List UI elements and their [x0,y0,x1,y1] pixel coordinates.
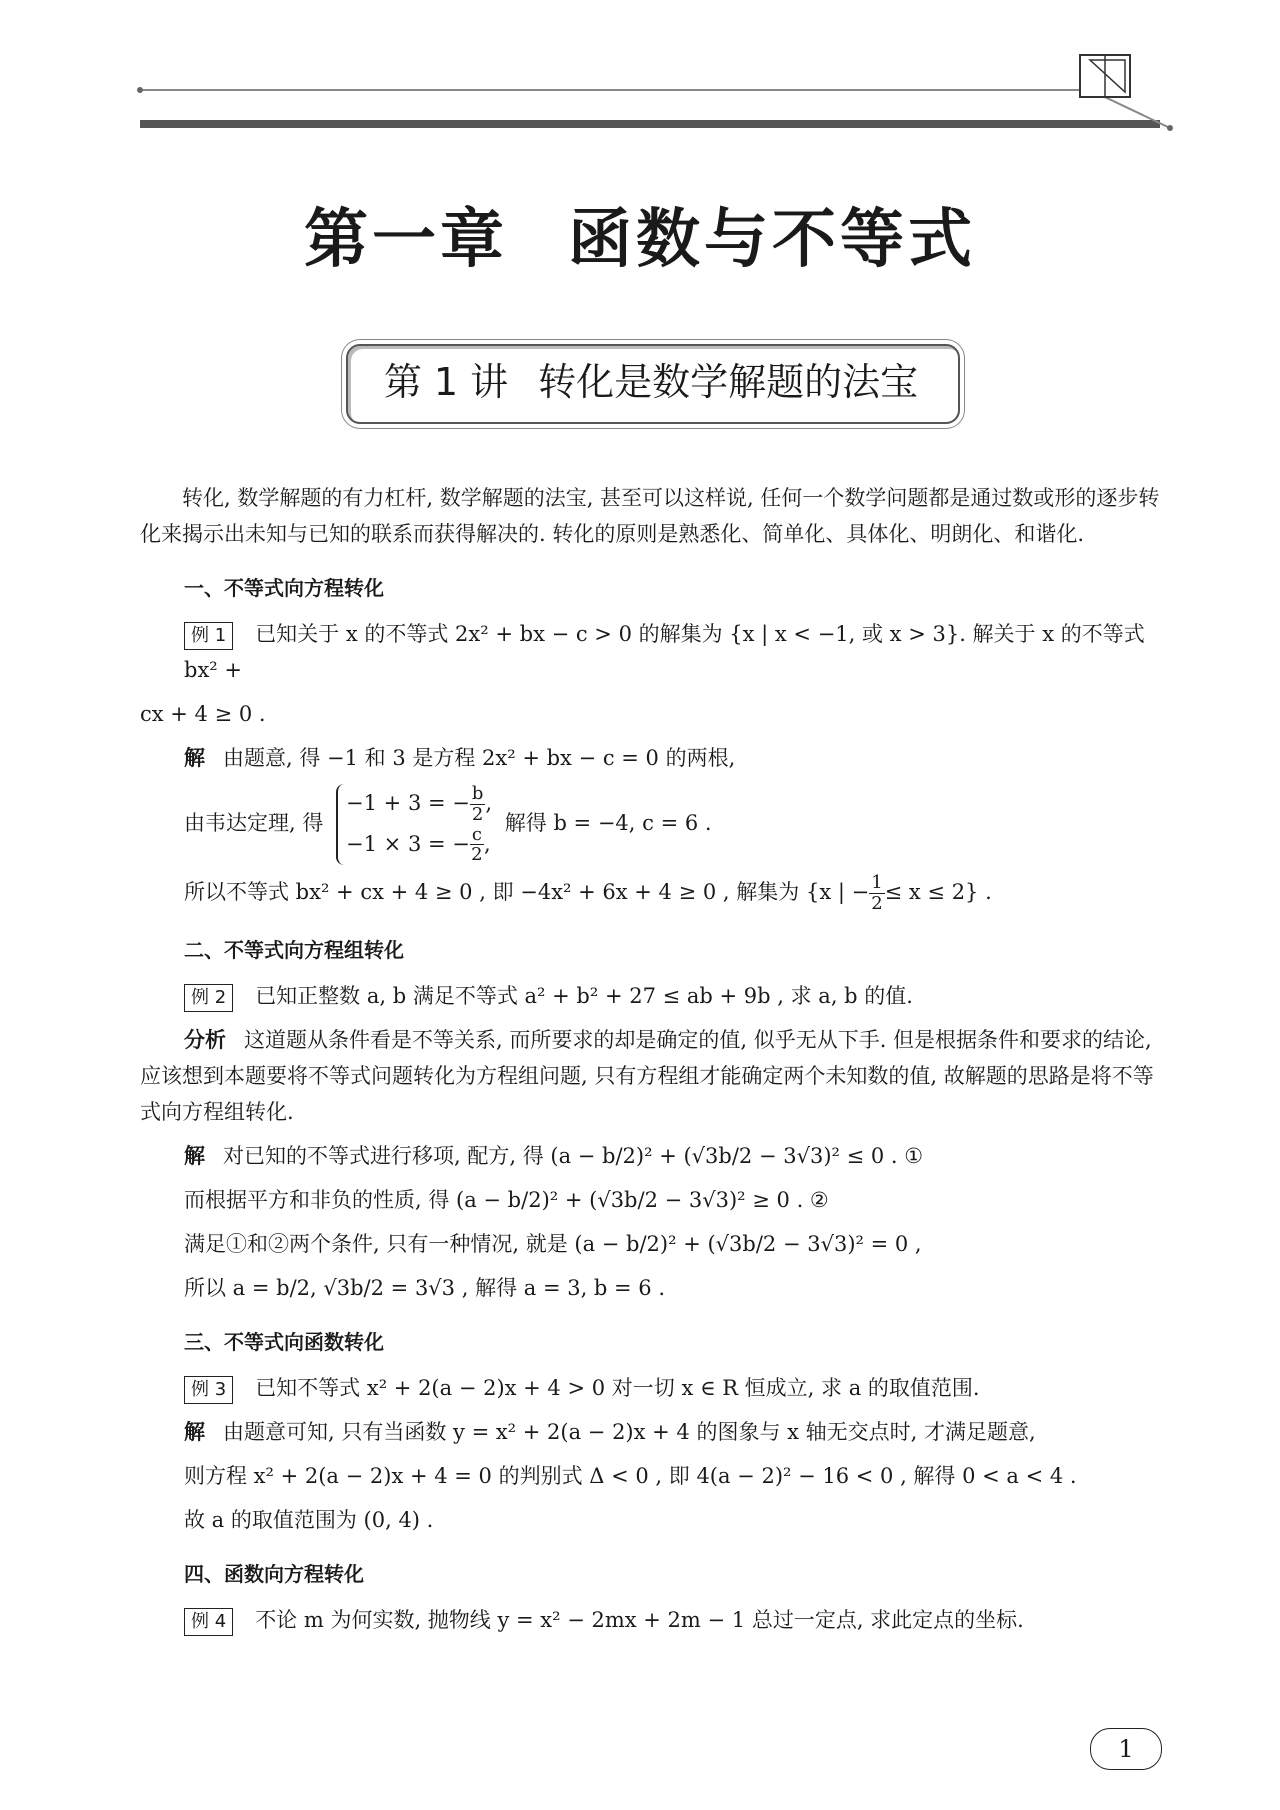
section-heading: 二、不等式向方程组转化 [184,937,404,962]
example-3-question: 例 3 已知不等式 x² + 2(a − 2)x + 4 > 0 对一切 x ∈ R 恒成立, 求 a 的取值范围. [184,1370,1165,1406]
section-heading: 一、不等式向方程转化 [184,576,384,600]
lecture-title: 第 1 讲 转化是数学解题的法宝 [383,360,919,404]
example-1-vieta: 由韦达定理, 得 −1 + 3 = − $\frac{b}{2}$ , −1 × 3 = − $\frac{c}{2}$ , 解得 b = −4, c = 6 . [184,783,712,866]
solution-label: 解 [184,746,205,770]
book-ruler-icon [1080,55,1130,97]
example-3-step-3: 故 a 的取值范围为 (0, 4) . [184,1507,434,1532]
header-rule [0,0,1280,150]
example-tag: 例 1 [184,622,233,650]
page-number: 1 [1090,1728,1162,1770]
section-heading: 三、不等式向函数转化 [184,1329,384,1354]
example-tag: 例 2 [184,984,233,1012]
chapter-title: 第一章 函数与不等式 [304,203,976,277]
solution-label: 解 [184,1143,205,1168]
analysis-label: 分析 [184,1027,226,1052]
example-4-question: 例 4 不论 m 为何实数, 抛物线 y = x² − 2mx + 2m − 1 总过一定点, 求此定点的坐标. [184,1602,1165,1638]
example-tag: 例 3 [184,1376,233,1404]
example-2-step-1: 解 对已知的不等式进行移项, 配方, 得 (a − b/2)² + (√3b/2 − 3√3)² ≤ 0 . ① [184,1143,924,1168]
example-1-question-cont: cx + 4 ≥ 0 . [140,702,266,726]
example-1-result: 所以不等式 bx² + cx + 4 ≥ 0 , 即 −4x² + 6x + 4 ≥ 0 , 解集为 {x | − $\frac{1}{2}$ ≤ x ≤ 2} . [184,872,992,914]
intro-paragraph: 转化, 数学解题的有力杠杆, 数学解题的法宝, 甚至可以这样说, 任何一个数学问题都是通过数或形的逐步转化来揭示出未知与已知的联系而获得解决的. 转化的原则是熟悉化、简单化、具体化、明朗化、和谐化. [140,486,1160,546]
example-tag: 例 4 [184,1608,233,1636]
example-2-step-3: 满足①和②两个条件, 只有一种情况, 就是 (a − b/2)² + (√3b/2 − 3√3)² = 0 , [184,1231,922,1256]
example-2-step-2: 而根据平方和非负的性质, 得 (a − b/2)² + (√3b/2 − 3√3)² ≥ 0 . ② [184,1187,829,1212]
example-2-step-4: 所以 a = b/2, √3b/2 = 3√3 , 解得 a = 3, b = 6 . [184,1275,666,1300]
example-2-question: 例 2 已知正整数 a, b 满足不等式 a² + b² + 27 ≤ ab + 9b , 求 a, b 的值. [184,978,1165,1014]
section-heading: 四、函数向方程转化 [184,1561,364,1586]
page-body [140,480,1165,1646]
example-2-analysis: 分析 这道题从条件看是不等关系, 而所要求的却是确定的值, 似乎无从下手. 但是根据条件和要求的结论, 应该想到本题要将不等式问题转化为方程组问题, 只有方程组才能确定两个未知数的值, 故解题的思路是将不等式向方程组转化. [140,1027,1154,1124]
equation-system: −1 + 3 = − $\frac{b}{2}$ , −1 × 3 = − $\frac{c}{2}$ , [336,784,492,865]
example-1-solution: 解 由题意, 得 −1 和 3 是方程 2x² + bx − c = 0 的两根, [184,746,736,770]
example-3-solution: 解 由题意可知, 只有当函数 y = x² + 2(a − 2)x + 4 的图象与 x 轴无交点时, 才满足题意, [184,1419,1036,1444]
solution-label: 解 [184,1419,205,1444]
example-1-question: 例 1 已知关于 x 的不等式 2x² + bx − c > 0 的解集为 {x | x < −1, 或 x > 3}. 解关于 x 的不等式 bx² + [184,622,1145,682]
example-3-step-2: 则方程 x² + 2(a − 2)x + 4 = 0 的判别式 Δ < 0 , 即 4(a − 2)² − 16 < 0 , 解得 0 < a < 4 . [184,1463,1077,1488]
